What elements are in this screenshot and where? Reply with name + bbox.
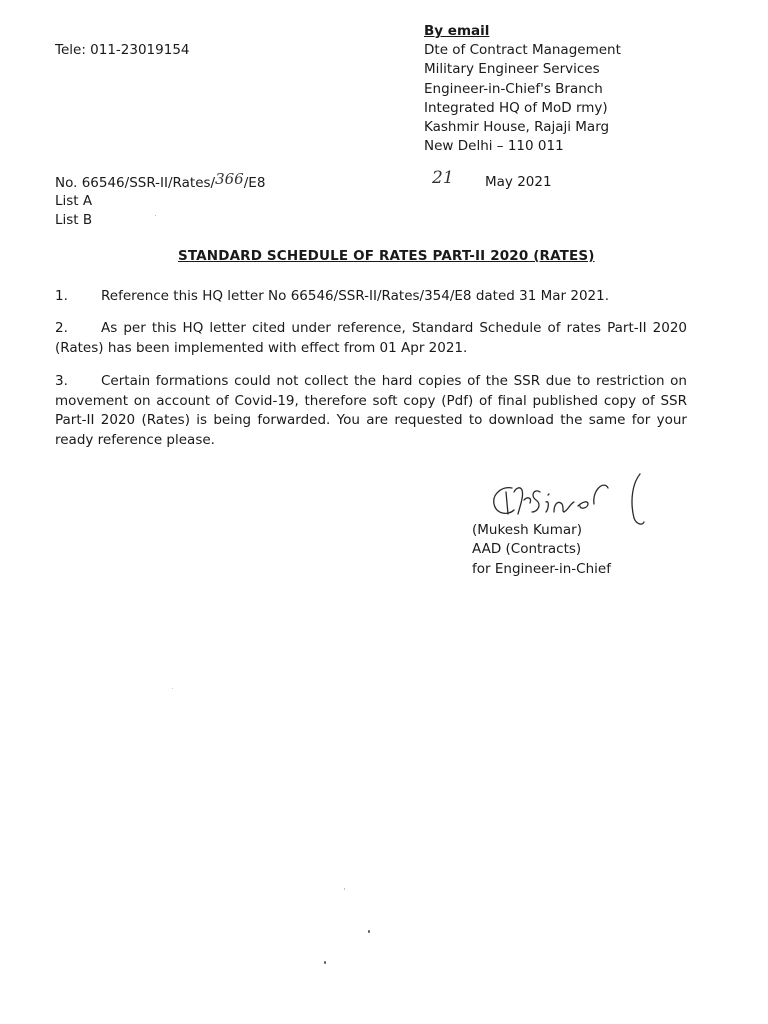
scan-speck (155, 215, 156, 216)
address-line: Integrated HQ of MoD rmy) (424, 99, 608, 116)
address-line: Kashmir House, Rajaji Marg (424, 119, 610, 136)
paragraph-1 (55, 287, 687, 307)
address-line: Dte of Contract Management (424, 42, 621, 58)
handwritten-day: 21 (432, 168, 454, 188)
address-line: Military Engineer Services (424, 61, 600, 78)
telephone: Tele: 011-23019154 (55, 42, 190, 58)
signatory-on-behalf: for Engineer-in-Chief (472, 560, 611, 577)
sender-address-block (424, 22, 621, 157)
signatory-designation: AAD (Contracts) (472, 541, 582, 558)
scan-speck (172, 688, 173, 689)
paragraph-text: Reference this HQ letter No 66546/SSR-II/Rates/354/E8 dated 31 Mar 2021. (101, 288, 609, 304)
distribution-list-a: List A (55, 193, 93, 209)
signatory-name: (Mukesh Kumar) (472, 522, 582, 538)
signatory-block (472, 521, 611, 579)
scan-speck (344, 888, 345, 890)
paragraph-text: Certain formations could not collect the hard copies of the SSR due to restriction on movement on account of Covid-19, therefore soft copy (Pdf) of final published copy of SSR Part-II 2020 (Rates) is being forwarded. You are requested to download the same for your ready reference please. (55, 373, 687, 448)
address-line: New Delhi – 110 011 (424, 138, 564, 155)
by-email-label: By email (424, 23, 490, 39)
reference-number (55, 170, 266, 194)
paragraph-number: 1. (55, 288, 68, 304)
document-title: STANDARD SCHEDULE OF RATES PART-II 2020 (RATES) (178, 248, 595, 264)
reference-prefix: No. 66546/SSR-II/Rates/ (55, 175, 216, 191)
paragraph-3 (55, 372, 687, 450)
handwritten-serial: 366 (215, 170, 244, 188)
scan-speck (324, 961, 326, 964)
paragraph-number: 2. (55, 320, 68, 336)
paragraph-text: As per this HQ letter cited under reference, Standard Schedule of rates Part-II 2020 (Rates) has been implemented with effect from 01 Apr 2021. (55, 320, 687, 356)
paragraph-2 (55, 319, 687, 358)
scan-speck (368, 930, 370, 933)
letter-date: May 2021 (485, 174, 552, 190)
distribution-list-b: List B (55, 212, 93, 228)
address-line: Engineer-in-Chief's Branch (424, 80, 603, 97)
paragraph-number: 3. (55, 373, 68, 389)
reference-suffix: /E8 (243, 175, 266, 191)
